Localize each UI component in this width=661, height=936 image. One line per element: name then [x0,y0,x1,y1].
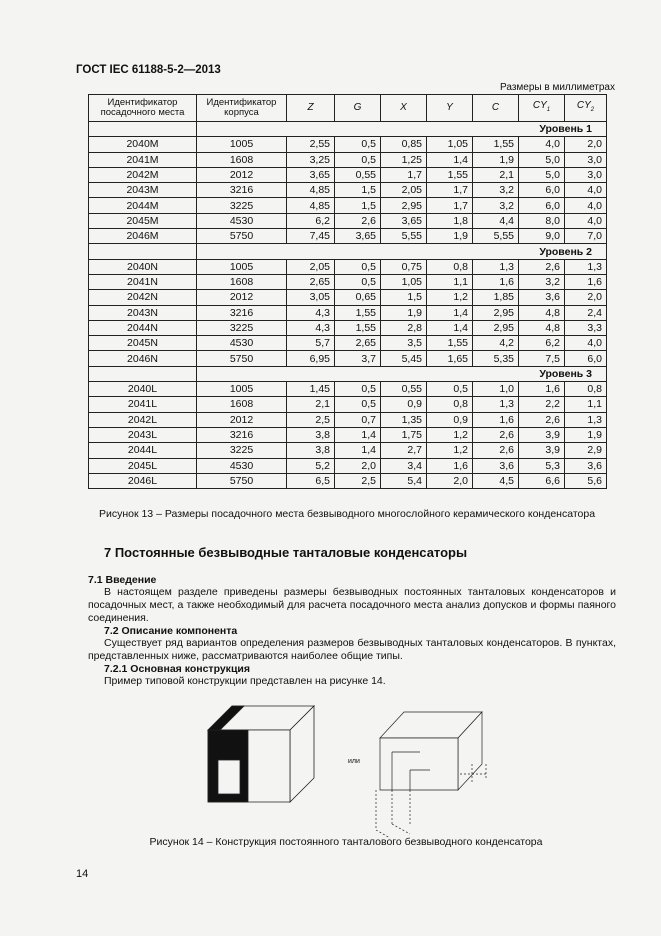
table-cell: 2,2 [519,397,565,412]
table-cell: 1,6 [519,382,565,397]
table-cell: 4,5 [473,473,519,488]
table-cell: 2046M [89,229,197,244]
table-row [89,274,607,289]
col-header-c: C [473,95,519,122]
table-cell: 2046L [89,473,197,488]
col-header-y: Y [427,95,473,122]
table-level-row [89,122,607,137]
table-cell: 2012 [197,412,287,427]
table-cell: 2041N [89,274,197,289]
table-cell: 2043L [89,427,197,442]
table-cell: 1,4 [427,305,473,320]
table-cell: 8,0 [519,213,565,228]
table-row [89,152,607,167]
capacitor-conformal-body [376,712,486,838]
table-cell: 4,8 [519,320,565,335]
table-cell: 5,45 [381,351,427,366]
table-cell: 0,5 [335,274,381,289]
table-cell: 1,25 [381,152,427,167]
table-cell: 4,8 [519,305,565,320]
table-cell: 3216 [197,183,287,198]
table-cell: 1005 [197,382,287,397]
table-cell: 3,9 [519,443,565,458]
table-cell: 3,2 [473,198,519,213]
table-cell: 7,5 [519,351,565,366]
table-cell: 0,5 [335,152,381,167]
section-7-2-title: 7.2 Описание компонента [104,625,238,637]
table-cell: 3225 [197,198,287,213]
table-cell: 2,1 [287,397,335,412]
table-cell: 5,35 [473,351,519,366]
table-cell: 1005 [197,259,287,274]
table-cell: 1,6 [427,458,473,473]
table-cell: 2,95 [473,305,519,320]
section-7-2-1-text: Пример типовой конструкции представлен на рисунке 14. [104,675,386,687]
table-cell: 1,4 [335,427,381,442]
table-cell: 5,2 [287,458,335,473]
table-cell: 7,0 [565,229,607,244]
table-cell: 5,55 [473,229,519,244]
table-cell: 4,85 [287,183,335,198]
table-row [89,259,607,274]
table-cell: 0,8 [427,397,473,412]
table-cell: 2,6 [519,259,565,274]
table-cell: 2,05 [287,259,335,274]
table-cell: 2045M [89,213,197,228]
level-label: Уровень 1 [197,122,607,137]
table-cell: 2,65 [287,274,335,289]
table-cell: 1,5 [335,198,381,213]
table-cell: 2,7 [381,443,427,458]
table-row [89,183,607,198]
table-cell: 0,55 [335,167,381,182]
table-cell: 6,2 [519,336,565,351]
table-cell: 2,5 [287,412,335,427]
table-cell: 6,0 [519,183,565,198]
table-row [89,427,607,442]
table-level-row [89,244,607,259]
table-cell: 1005 [197,137,287,152]
table-cell: 1,55 [427,336,473,351]
table-cell: 2,0 [335,458,381,473]
table-cell: 0,5 [335,259,381,274]
table-cell: 5,55 [381,229,427,244]
table-cell: 1,7 [427,183,473,198]
table-cell: 1,75 [381,427,427,442]
table-cell: 2042L [89,412,197,427]
table-cell: 0,55 [381,382,427,397]
table-cell: 1,2 [427,443,473,458]
table-cell: 1608 [197,397,287,412]
table-cell: 1,9 [427,229,473,244]
table-cell: 6,2 [287,213,335,228]
table-cell: 1,3 [473,397,519,412]
table-cell: 2,6 [473,427,519,442]
table-cell: 5750 [197,351,287,366]
table-cell: 3,6 [519,290,565,305]
table-cell: 3,65 [381,213,427,228]
table-cell: 3,2 [519,274,565,289]
table-cell: 2042N [89,290,197,305]
table-cell: 1,35 [381,412,427,427]
table-cell: 4,2 [473,336,519,351]
units-note: Размеры в миллиметрах [500,82,615,93]
table-header-row [89,95,607,122]
table-cell: 0,5 [335,382,381,397]
figure-14-drawing [190,692,520,842]
table-cell: 1,8 [427,213,473,228]
table-cell: 5,7 [287,336,335,351]
table-row [89,473,607,488]
table-cell: 3,9 [519,427,565,442]
table-cell: 4,0 [565,336,607,351]
table-cell: 2012 [197,290,287,305]
col-header-g: G [335,95,381,122]
table-row [89,305,607,320]
table-level-row [89,366,607,381]
table-cell: 1,85 [473,290,519,305]
table-cell: 1,05 [427,137,473,152]
table-cell: 1608 [197,152,287,167]
table-cell: 2041M [89,152,197,167]
table-cell: 4530 [197,213,287,228]
table-cell: 5750 [197,473,287,488]
table-cell: 0,5 [335,137,381,152]
table-cell: 3,5 [381,336,427,351]
table-cell: 2,6 [519,412,565,427]
table-cell: 2045L [89,458,197,473]
table-cell: 0,8 [427,259,473,274]
table-cell: 2045N [89,336,197,351]
section-7-1-title: 7.1 Введение [88,574,157,586]
table-row [89,137,607,152]
table-cell: 5,4 [381,473,427,488]
table-cell: 1,65 [427,351,473,366]
table-row [89,382,607,397]
table-cell: 0,7 [335,412,381,427]
table-row [89,198,607,213]
table-cell: 2044M [89,198,197,213]
table-cell: 6,6 [519,473,565,488]
table-row [89,412,607,427]
col-header-package-id: Идентификатор корпуса [197,95,287,122]
table-cell: 1,5 [335,183,381,198]
table-cell: 1,9 [565,427,607,442]
table-cell: 1,9 [381,305,427,320]
table-cell: 3,65 [287,167,335,182]
table-cell: 5,0 [519,152,565,167]
table-cell: 2040N [89,259,197,274]
table-cell: 6,5 [287,473,335,488]
table-cell: 1,2 [427,427,473,442]
table-cell: 0,9 [381,397,427,412]
table-row [89,443,607,458]
table-cell: 3,8 [287,427,335,442]
table-cell: 7,45 [287,229,335,244]
table-cell: 4,0 [519,137,565,152]
table-cell: 0,5 [335,397,381,412]
table-row [89,397,607,412]
table-cell: 5,3 [519,458,565,473]
table-cell: 1,55 [335,305,381,320]
table-cell: 1,7 [427,198,473,213]
table-cell: 2,65 [335,336,381,351]
table-cell: 1,2 [427,290,473,305]
table-cell: 3216 [197,427,287,442]
level-label: Уровень 2 [197,244,607,259]
col-header-land-id: Идентификатор посадочного места [89,95,197,122]
page-number: 14 [76,868,89,880]
table-cell: 1,4 [427,320,473,335]
table-row [89,458,607,473]
table-cell: 2043N [89,305,197,320]
table-row [89,167,607,182]
col-header-z: Z [287,95,335,122]
table-cell: 4,0 [565,183,607,198]
col-header-cy2: $CY_2$ [565,95,607,122]
table-cell: 2,05 [381,183,427,198]
table-row [89,213,607,228]
table-cell: 3,25 [287,152,335,167]
table-cell: 6,0 [565,351,607,366]
level-blank-cell [89,366,197,381]
dimensions-table [88,94,607,489]
table-cell: 2044L [89,443,197,458]
level-blank-cell [89,122,197,137]
table-cell: 3,4 [381,458,427,473]
table-cell: 1,3 [473,259,519,274]
table-cell: 1,4 [427,152,473,167]
table-cell: 1,55 [473,137,519,152]
table-cell: 1,6 [473,274,519,289]
table-cell: 1,6 [565,274,607,289]
table-cell: 4,85 [287,198,335,213]
table-cell: 4530 [197,336,287,351]
table-cell: 1,1 [427,274,473,289]
table-row [89,290,607,305]
table-cell: 2040M [89,137,197,152]
table-cell: 4,3 [287,320,335,335]
section-7-title: 7 Постоянные безвыводные танталовые конденсаторы [104,545,468,560]
table-cell: 0,5 [427,382,473,397]
table-cell: 1,0 [473,382,519,397]
table-cell: 2,6 [335,213,381,228]
table-cell: 3,65 [335,229,381,244]
table-cell: 4,0 [565,213,607,228]
table-cell: 3216 [197,305,287,320]
table-cell: 1,45 [287,382,335,397]
table-cell: 4,3 [287,305,335,320]
table-cell: 0,65 [335,290,381,305]
section-7-2-text: Существует ряд вариантов определения размеров безвыводных танталовых конденсаторов. В пунктах, представленных ниже, рассматриваются наиболее общие типы. [88,637,616,662]
table-cell: 2040L [89,382,197,397]
table-row [89,351,607,366]
table-cell: 3,0 [565,152,607,167]
table-cell: 4530 [197,458,287,473]
table-cell: 2,9 [565,443,607,458]
table-cell: 2042M [89,167,197,182]
table-cell: 5750 [197,229,287,244]
table-cell: 2,4 [565,305,607,320]
table-cell: 2012 [197,167,287,182]
table-cell: 2,95 [473,320,519,335]
table-cell: 3,3 [565,320,607,335]
col-header-cy1: $CY_1$ [519,95,565,122]
table-cell: 4,0 [565,198,607,213]
table-cell: 3,2 [473,183,519,198]
table-cell: 1,3 [565,412,607,427]
table-cell: 3,6 [473,458,519,473]
table-cell: 2,0 [565,290,607,305]
figure-14-caption: Рисунок 14 – Конструкция постоянного танталового безвыводного конденсатора [149,836,543,848]
capacitor-molded-body [208,706,314,802]
table-cell: 1,5 [381,290,427,305]
table-row [89,336,607,351]
table-cell: 6,95 [287,351,335,366]
table-cell: 3,8 [287,443,335,458]
table-cell: 1,6 [473,412,519,427]
table-row [89,229,607,244]
table-cell: 2,5 [335,473,381,488]
col-header-x: X [381,95,427,122]
level-label: Уровень 3 [197,366,607,381]
table-cell: 1,4 [335,443,381,458]
table-cell: 2,0 [565,137,607,152]
table-cell: 2,95 [381,198,427,213]
table-row [89,320,607,335]
table-cell: 1608 [197,274,287,289]
table-cell: 1,7 [381,167,427,182]
table-cell: 1,3 [565,259,607,274]
table-cell: 1,05 [381,274,427,289]
table-cell: 2,0 [427,473,473,488]
section-7-1-text: В настоящем разделе приведены размеры безвыводных постоянных танталовых конденсаторов и посадочных мест, а также необходимый для расчета посадочного места анализ допусков и формы паяного соединения. [88,586,616,624]
table-cell: 0,75 [381,259,427,274]
table-cell: 1,1 [565,397,607,412]
level-blank-cell [89,244,197,259]
table-cell: 6,0 [519,198,565,213]
table-cell: 2046N [89,351,197,366]
table-cell: 4,4 [473,213,519,228]
figure-14-or-label: или [348,758,360,765]
table-cell: 0,9 [427,412,473,427]
table-cell: 2,8 [381,320,427,335]
table-cell: 1,55 [335,320,381,335]
table-cell: 0,8 [565,382,607,397]
table-cell: 3,05 [287,290,335,305]
table-cell: 2,1 [473,167,519,182]
table-cell: 0,85 [381,137,427,152]
table-cell: 1,55 [427,167,473,182]
document-header: ГОСТ IEC 61188-5-2—2013 [76,64,221,76]
table-cell: 3225 [197,443,287,458]
section-7-2-1-title: 7.2.1 Основная конструкция [104,663,250,675]
table-cell: 3,7 [335,351,381,366]
figure-13-caption: Рисунок 13 – Размеры посадочного места безвыводного многослойного керамического конденсатора [98,508,596,520]
table-cell: 2041L [89,397,197,412]
table-cell: 2,6 [473,443,519,458]
table-cell: 2044N [89,320,197,335]
table-cell: 2,55 [287,137,335,152]
table-cell: 3,0 [565,167,607,182]
table-cell: 5,0 [519,167,565,182]
table-cell: 1,9 [473,152,519,167]
table-cell: 9,0 [519,229,565,244]
table-cell: 5,6 [565,473,607,488]
table-cell: 3,6 [565,458,607,473]
table-cell: 3225 [197,320,287,335]
table-cell: 2043M [89,183,197,198]
